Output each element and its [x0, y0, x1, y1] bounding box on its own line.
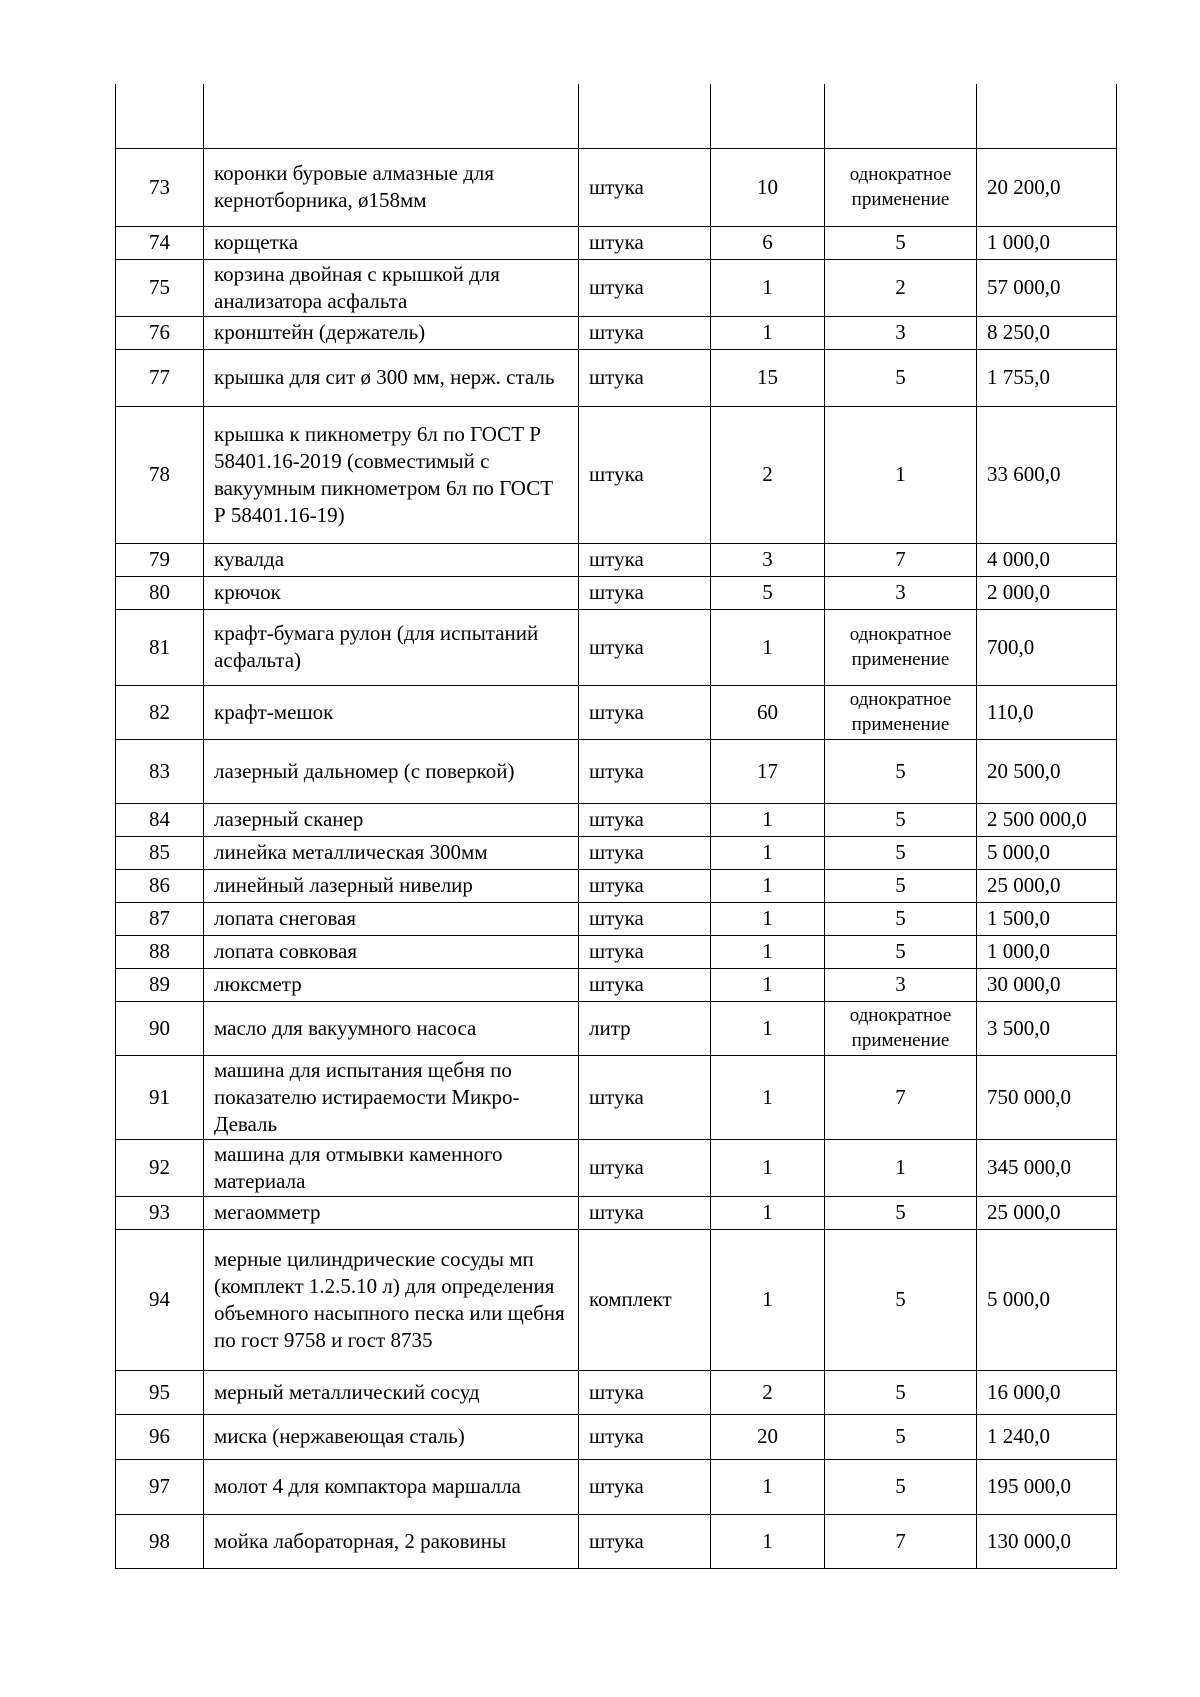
- item-service-life: 5: [825, 1196, 977, 1229]
- row-number: 76: [116, 316, 204, 349]
- item-name: лазерный дальномер (с поверкой): [204, 739, 579, 803]
- table-row: [116, 836, 1117, 869]
- item-service-life: 5: [825, 1370, 977, 1414]
- equipment-table: [115, 84, 1117, 1569]
- item-price: 2 000,0: [977, 576, 1117, 609]
- item-service-life: 1: [825, 1139, 977, 1196]
- item-service-life: 7: [825, 1055, 977, 1139]
- table-row: [116, 1196, 1117, 1229]
- item-unit: штука: [579, 609, 711, 685]
- row-number: 86: [116, 869, 204, 902]
- item-name: люксметр: [204, 968, 579, 1001]
- table-row: [116, 935, 1117, 968]
- item-price: 1 500,0: [977, 902, 1117, 935]
- item-price: 25 000,0: [977, 1196, 1117, 1229]
- row-number: 88: [116, 935, 204, 968]
- item-unit: штука: [579, 1196, 711, 1229]
- item-quantity: 1: [711, 259, 825, 316]
- item-price: 20 500,0: [977, 739, 1117, 803]
- item-name: машина для испытания щебня по показателю истираемости Микро-Деваль: [204, 1055, 579, 1139]
- item-price: 700,0: [977, 609, 1117, 685]
- item-name: мерные цилиндрические сосуды мп (комплект 1.2.5.10 л) для определения объемного насыпного песка или щебня по гост 9758 и гост 8735: [204, 1229, 579, 1370]
- item-name: крафт-мешок: [204, 685, 579, 739]
- row-number: 95: [116, 1370, 204, 1414]
- item-service-life: однократное применение: [825, 1001, 977, 1055]
- table-row: [116, 1001, 1117, 1055]
- row-number: 92: [116, 1139, 204, 1196]
- table-row: [116, 1370, 1117, 1414]
- item-price: 110,0: [977, 685, 1117, 739]
- item-unit: штука: [579, 902, 711, 935]
- item-service-life: 3: [825, 576, 977, 609]
- item-unit: штука: [579, 259, 711, 316]
- item-name: линейка металлическая 300мм: [204, 836, 579, 869]
- item-price: 5 000,0: [977, 836, 1117, 869]
- table-row: [116, 1139, 1117, 1196]
- item-price: 30 000,0: [977, 968, 1117, 1001]
- item-quantity: 2: [711, 1370, 825, 1414]
- item-name: кронштейн (держатель): [204, 316, 579, 349]
- item-unit: штука: [579, 543, 711, 576]
- row-number: 80: [116, 576, 204, 609]
- table-row: [116, 259, 1117, 316]
- item-unit: штука: [579, 836, 711, 869]
- row-number: 85: [116, 836, 204, 869]
- header-cell: [825, 84, 977, 148]
- item-unit: штука: [579, 1459, 711, 1514]
- item-service-life: 5: [825, 1229, 977, 1370]
- table-row: [116, 1414, 1117, 1459]
- item-quantity: 6: [711, 226, 825, 259]
- item-quantity: 5: [711, 576, 825, 609]
- item-price: 1 000,0: [977, 226, 1117, 259]
- table-row: [116, 316, 1117, 349]
- item-service-life: 5: [825, 902, 977, 935]
- row-number: 91: [116, 1055, 204, 1139]
- item-unit: штука: [579, 1055, 711, 1139]
- item-price: 345 000,0: [977, 1139, 1117, 1196]
- item-unit: штука: [579, 1414, 711, 1459]
- item-quantity: 2: [711, 406, 825, 543]
- item-name: мерный металлический сосуд: [204, 1370, 579, 1414]
- row-number: 74: [116, 226, 204, 259]
- item-unit: штука: [579, 869, 711, 902]
- row-number: 75: [116, 259, 204, 316]
- item-quantity: 20: [711, 1414, 825, 1459]
- item-name: машина для отмывки каменного материала: [204, 1139, 579, 1196]
- table-row: [116, 968, 1117, 1001]
- item-price: 1 755,0: [977, 349, 1117, 406]
- item-service-life: 3: [825, 968, 977, 1001]
- row-number: 81: [116, 609, 204, 685]
- row-number: 96: [116, 1414, 204, 1459]
- item-name: кувалда: [204, 543, 579, 576]
- item-quantity: 1: [711, 1001, 825, 1055]
- item-service-life: 7: [825, 1514, 977, 1568]
- item-name: крафт-бумага рулон (для испытаний асфальта): [204, 609, 579, 685]
- item-unit: штука: [579, 803, 711, 836]
- item-quantity: 17: [711, 739, 825, 803]
- item-name: лопата совковая: [204, 935, 579, 968]
- table-row: [116, 148, 1117, 226]
- item-service-life: 5: [825, 739, 977, 803]
- item-price: 2 500 000,0: [977, 803, 1117, 836]
- item-name: коронки буровые алмазные для кернотборника, ø158мм: [204, 148, 579, 226]
- item-name: миска (нержавеющая сталь): [204, 1414, 579, 1459]
- header-cell: [711, 84, 825, 148]
- row-number: 79: [116, 543, 204, 576]
- item-name: крючок: [204, 576, 579, 609]
- item-price: 3 500,0: [977, 1001, 1117, 1055]
- item-quantity: 1: [711, 609, 825, 685]
- item-quantity: 3: [711, 543, 825, 576]
- item-name: линейный лазерный нивелир: [204, 869, 579, 902]
- item-service-life: однократное применение: [825, 148, 977, 226]
- item-service-life: 1: [825, 406, 977, 543]
- row-number: 73: [116, 148, 204, 226]
- item-unit: штука: [579, 1370, 711, 1414]
- item-price: 1 000,0: [977, 935, 1117, 968]
- item-quantity: 1: [711, 836, 825, 869]
- item-quantity: 1: [711, 1514, 825, 1568]
- item-quantity: 10: [711, 148, 825, 226]
- item-unit: штука: [579, 349, 711, 406]
- item-unit: штука: [579, 406, 711, 543]
- item-quantity: 1: [711, 1139, 825, 1196]
- item-service-life: 7: [825, 543, 977, 576]
- table-row: [116, 869, 1117, 902]
- item-quantity: 1: [711, 1459, 825, 1514]
- table-row: [116, 1514, 1117, 1568]
- item-price: 20 200,0: [977, 148, 1117, 226]
- table-row: [116, 1055, 1117, 1139]
- item-unit: штука: [579, 1139, 711, 1196]
- item-service-life: 5: [825, 1459, 977, 1514]
- item-quantity: 1: [711, 1055, 825, 1139]
- item-price: 4 000,0: [977, 543, 1117, 576]
- item-price: 16 000,0: [977, 1370, 1117, 1414]
- row-number: 83: [116, 739, 204, 803]
- item-service-life: 5: [825, 1414, 977, 1459]
- item-quantity: 60: [711, 685, 825, 739]
- table-row: [116, 406, 1117, 543]
- item-quantity: 1: [711, 316, 825, 349]
- row-number: 82: [116, 685, 204, 739]
- table-row: [116, 685, 1117, 739]
- table-row: [116, 609, 1117, 685]
- item-service-life: 3: [825, 316, 977, 349]
- item-price: 57 000,0: [977, 259, 1117, 316]
- item-unit: штука: [579, 685, 711, 739]
- item-name: крышка к пикнометру 6л по ГОСТ Р 58401.16-2019 (совместимый с вакуумным пикнометром 6л по ГОСТ Р 58401.16-19): [204, 406, 579, 543]
- item-price: 130 000,0: [977, 1514, 1117, 1568]
- item-unit: штука: [579, 968, 711, 1001]
- table-row: [116, 1459, 1117, 1514]
- item-price: 195 000,0: [977, 1459, 1117, 1514]
- item-price: 25 000,0: [977, 869, 1117, 902]
- header-cell: [579, 84, 711, 148]
- item-name: мегаомметр: [204, 1196, 579, 1229]
- item-name: масло для вакуумного насоса: [204, 1001, 579, 1055]
- item-quantity: 1: [711, 968, 825, 1001]
- row-number: 98: [116, 1514, 204, 1568]
- header-cell: [116, 84, 204, 148]
- row-number: 90: [116, 1001, 204, 1055]
- item-service-life: 5: [825, 869, 977, 902]
- item-unit: комплект: [579, 1229, 711, 1370]
- item-quantity: 1: [711, 869, 825, 902]
- row-number: 78: [116, 406, 204, 543]
- item-unit: штука: [579, 148, 711, 226]
- row-number: 93: [116, 1196, 204, 1229]
- table-row: [116, 543, 1117, 576]
- item-quantity: 1: [711, 902, 825, 935]
- item-unit: штука: [579, 576, 711, 609]
- item-service-life: однократное применение: [825, 609, 977, 685]
- table-row: [116, 902, 1117, 935]
- table-row: [116, 1229, 1117, 1370]
- item-name: лазерный сканер: [204, 803, 579, 836]
- table-row: [116, 226, 1117, 259]
- table-row: [116, 349, 1117, 406]
- item-price: 750 000,0: [977, 1055, 1117, 1139]
- item-name: молот 4 для компактора маршалла: [204, 1459, 579, 1514]
- header-cell: [977, 84, 1117, 148]
- item-price: 33 600,0: [977, 406, 1117, 543]
- item-unit: штука: [579, 935, 711, 968]
- item-unit: литр: [579, 1001, 711, 1055]
- item-name: крышка для сит ø 300 мм, нерж. сталь: [204, 349, 579, 406]
- item-name: корзина двойная с крышкой для анализатора асфальта: [204, 259, 579, 316]
- item-unit: штука: [579, 1514, 711, 1568]
- item-service-life: 5: [825, 349, 977, 406]
- item-service-life: 5: [825, 935, 977, 968]
- item-name: мойка лабораторная, 2 раковины: [204, 1514, 579, 1568]
- item-quantity: 1: [711, 935, 825, 968]
- table-body: [116, 84, 1117, 1568]
- item-service-life: однократное применение: [825, 685, 977, 739]
- table-row: [116, 576, 1117, 609]
- item-price: 5 000,0: [977, 1229, 1117, 1370]
- item-unit: штука: [579, 316, 711, 349]
- item-service-life: 2: [825, 259, 977, 316]
- header-cell: [204, 84, 579, 148]
- item-quantity: 15: [711, 349, 825, 406]
- table-row: [116, 739, 1117, 803]
- row-number: 89: [116, 968, 204, 1001]
- item-unit: штука: [579, 226, 711, 259]
- row-number: 87: [116, 902, 204, 935]
- item-quantity: 1: [711, 803, 825, 836]
- row-number: 97: [116, 1459, 204, 1514]
- item-name: лопата снеговая: [204, 902, 579, 935]
- item-service-life: 5: [825, 836, 977, 869]
- item-service-life: 5: [825, 226, 977, 259]
- table-header-continuation: [116, 84, 1117, 148]
- item-unit: штука: [579, 739, 711, 803]
- item-price: 1 240,0: [977, 1414, 1117, 1459]
- item-quantity: 1: [711, 1229, 825, 1370]
- item-name: корщетка: [204, 226, 579, 259]
- table-row: [116, 803, 1117, 836]
- row-number: 84: [116, 803, 204, 836]
- item-price: 8 250,0: [977, 316, 1117, 349]
- row-number: 94: [116, 1229, 204, 1370]
- item-service-life: 5: [825, 803, 977, 836]
- row-number: 77: [116, 349, 204, 406]
- item-quantity: 1: [711, 1196, 825, 1229]
